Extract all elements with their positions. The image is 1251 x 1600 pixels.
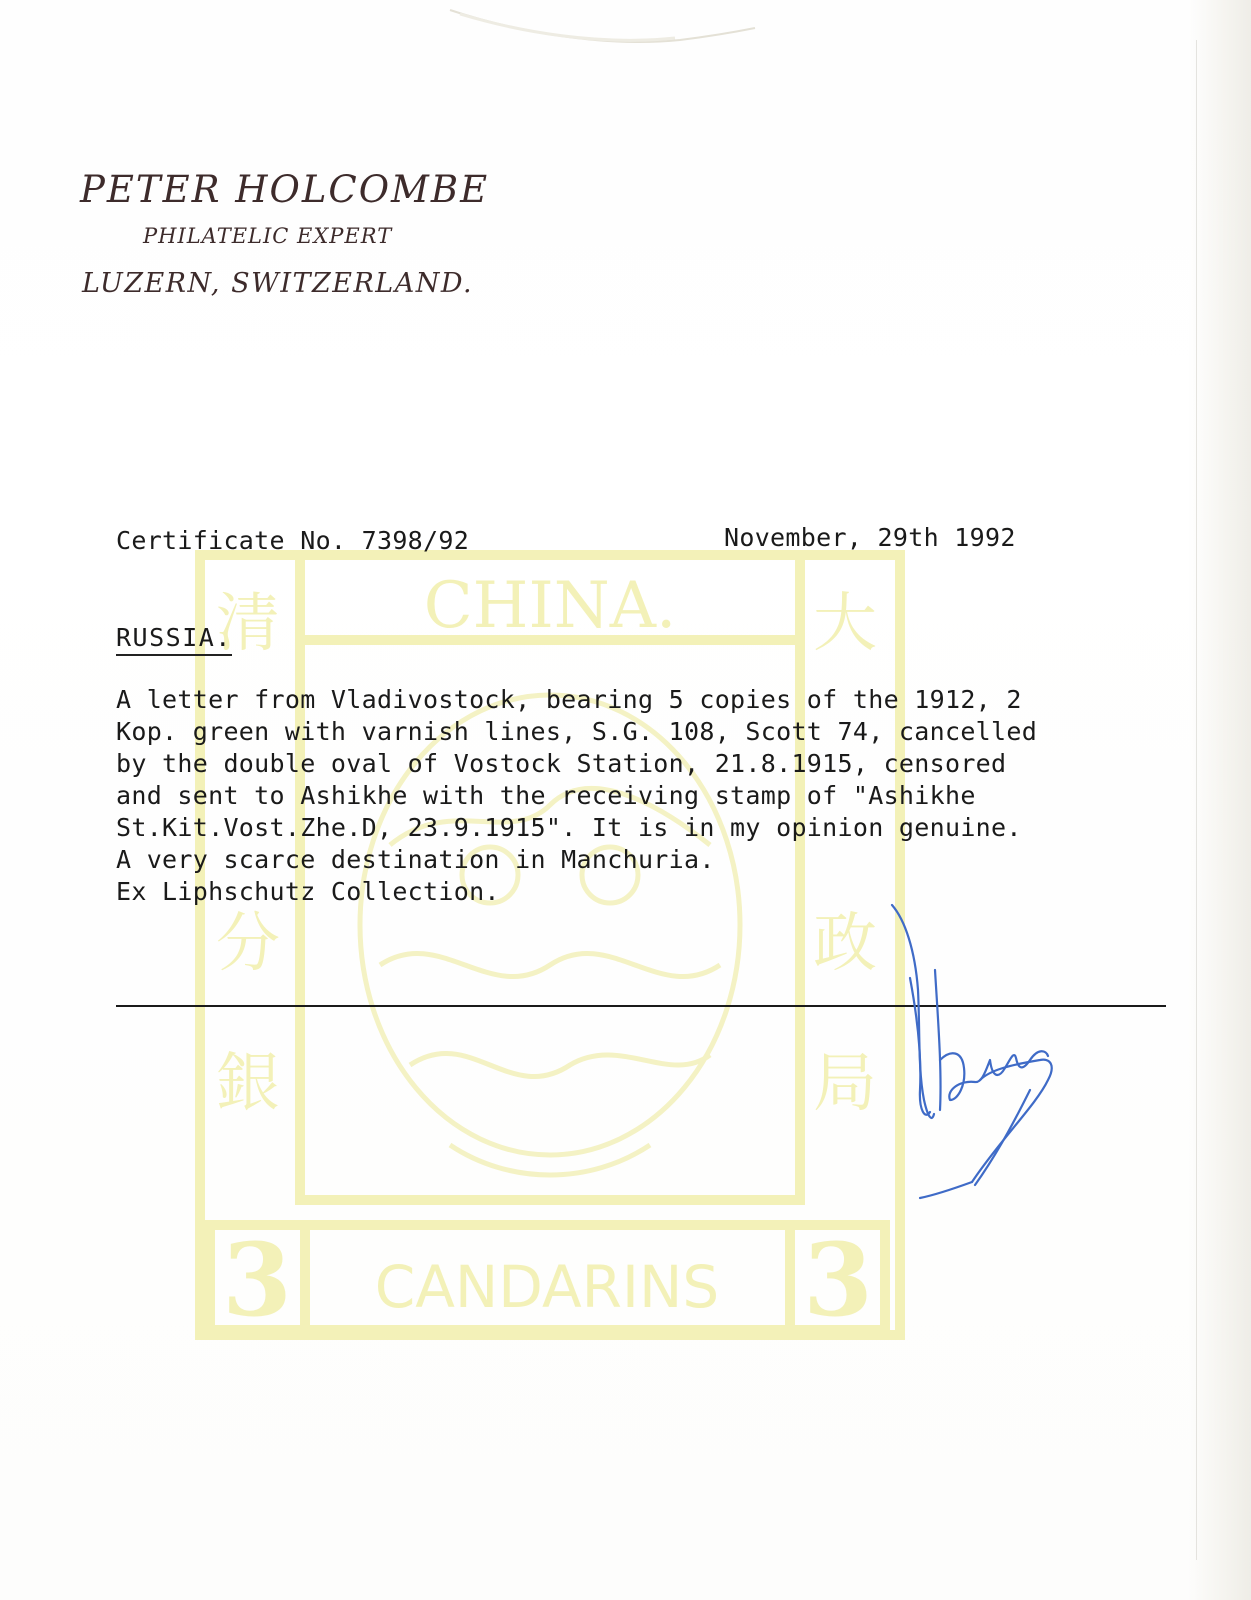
- body-line: St.Kit.Vost.Zhe.D, 23.9.1915". It is in my opinion genuine.: [116, 813, 1022, 842]
- body-line: A very scarce destination in Manchuria.: [116, 845, 715, 874]
- watermark-char-5: 銀: [216, 1047, 280, 1121]
- watermark-top-text: CHINA.: [423, 569, 677, 643]
- watermark-value-right: 3: [803, 1221, 873, 1339]
- certificate-body: [116, 684, 1037, 908]
- watermark-char-1: 清: [216, 587, 280, 661]
- body-line: and sent to Ashikhe with the receiving stamp of "Ashikhe: [116, 781, 976, 810]
- letterhead-name: PETER HOLCOMBE: [80, 168, 490, 211]
- paper-edge-shadow: [1188, 0, 1251, 1600]
- letterhead-title: PHILATELIC EXPERT: [143, 224, 393, 248]
- china-stamp-watermark: [190, 545, 910, 1345]
- paper-edge-line: [1196, 40, 1197, 1560]
- body-line: Kop. green with varnish lines, S.G. 108, Scott 74, cancelled: [116, 717, 1038, 746]
- certificate-date: November, 29th 1992: [724, 523, 1016, 552]
- body-line: Ex Liphschutz Collection.: [116, 877, 500, 906]
- watermark-value-left: 3: [222, 1221, 292, 1339]
- handwritten-signature: [880, 900, 1080, 1200]
- letterhead-location: LUZERN, SWITZERLAND.: [82, 268, 474, 299]
- watermark-char-2: 大: [813, 587, 877, 661]
- body-line: A letter from Vladivostock, bearing 5 copies of the 1912, 2: [116, 685, 1022, 714]
- watermark-char-6: 局: [813, 1047, 877, 1121]
- watermark-bottom-text: CANDARINS: [374, 1253, 720, 1321]
- watermark-char-3: 分: [216, 907, 280, 981]
- watermark-char-4: 政: [813, 907, 877, 981]
- body-line: by the double oval of Vostock Station, 21.8.1915, censored: [116, 749, 1007, 778]
- paper-fold-mark: [430, 0, 760, 50]
- country-heading: RUSSIA.: [116, 623, 232, 656]
- certificate-number: Certificate No. 7398/92: [116, 526, 470, 555]
